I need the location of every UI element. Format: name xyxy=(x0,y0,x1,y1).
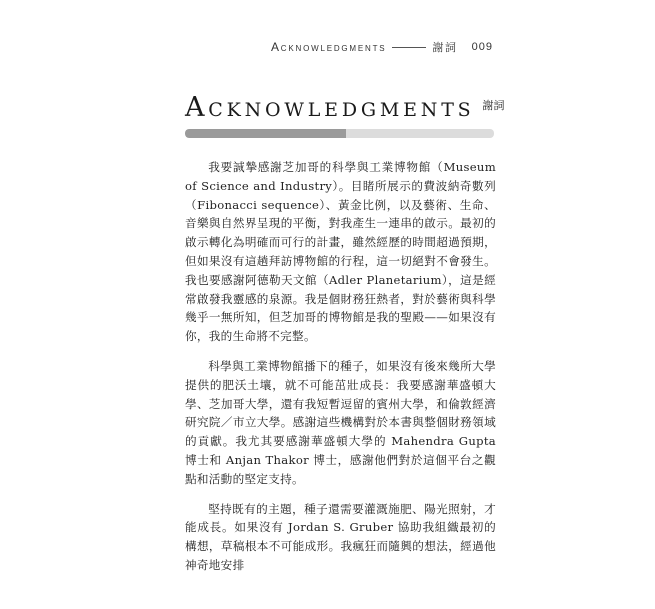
page-number: 009 xyxy=(471,41,493,53)
running-header-subtitle: 謝詞 xyxy=(432,42,458,54)
body-text xyxy=(185,158,496,586)
running-header-dash xyxy=(392,47,426,48)
chapter-title-bar-fill xyxy=(185,129,346,138)
running-header xyxy=(271,39,493,55)
running-header-title: Acknowledgments xyxy=(270,40,387,54)
chapter-title-chinese: 謝詞 xyxy=(482,99,505,112)
paragraph: 堅持既有的主題，種子還需要灌溉施肥、陽光照射，才能成長。如果沒有 Jordan S. Gruber 協助我組織最初的構想，草稿根本不可能成形。我瘋狂而隨興的想法，經過他神奇地安排 xyxy=(185,501,496,572)
chapter-title-bar xyxy=(185,129,494,138)
chapter-title-english: Acknowledgments xyxy=(185,92,475,123)
chapter-title xyxy=(185,94,505,121)
paragraph: 我要誠摯感謝芝加哥的科學與工業博物館（Museum of Science and Industry）。目睹所展示的費波納奇數列（Fibonacci sequence）、黃金比例，以及藝術、生命、音樂與自然界呈現的平衡，對我產生一連串的啟示。最初的啟示轉化為明確而可行的計畫，雖然經歷的時間超過預期，但如果沒有這趟拜訪博物館的行程，這一切絕對不會發生。我也要感謝阿德勒天文館（Adler Planetarium），這是經常啟發我靈感的泉源。我是個財務狂熱者，對於藝術與科學幾乎一無所知，但芝加哥的博物館是我的聖殿——如果沒有你，我的生命將不完整。 xyxy=(185,160,496,344)
paragraph: 科學與工業博物館播下的種子，如果沒有後來幾所大學提供的肥沃土壤，就不可能茁壯成長：我要感謝華盛頓大學、芝加哥大學，還有我短暫逗留的賓州大學，和倫敦經濟研究院／市立大學。感謝這些機構對於本書與整個財務領域的貢獻。我尤其要感謝華盛頓大學的 Mahendra Gupta 博士和 Anjan Thakor 博士，感謝他們對於這個平台之觀點和活動的堅定支持。 xyxy=(185,358,496,486)
